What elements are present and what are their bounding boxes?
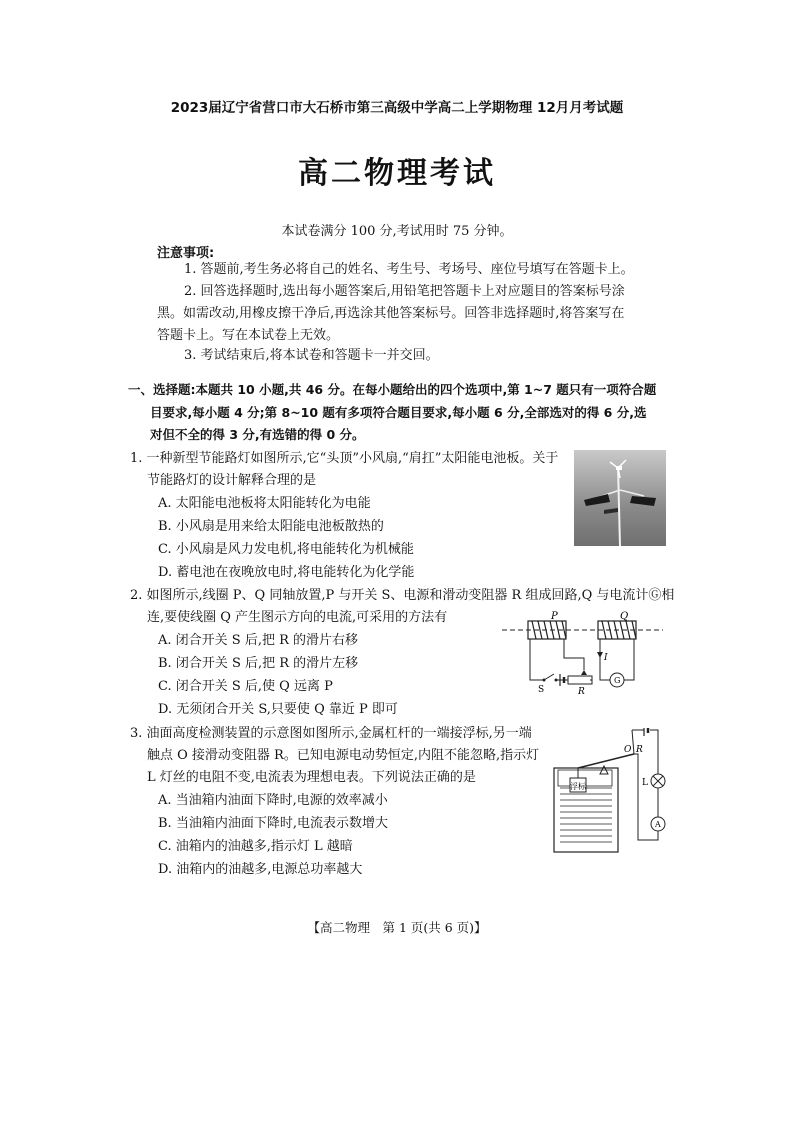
label-g: G <box>614 676 621 685</box>
lever <box>578 754 634 768</box>
notice-heading: 注意事项: <box>157 246 215 261</box>
question-2-option-d: D. 无须闭合开关 S,只要使 Q 靠近 P 即可 <box>158 702 398 717</box>
notice-line: 1. 答题前,考生务必将自己的姓名、考生号、考场号、座位号填写在答题卡上。 <box>184 262 634 277</box>
street-light-photo <box>574 450 666 546</box>
label-s: S <box>538 685 545 694</box>
question-3-option-c: C. 油箱内的油越多,指示灯 L 越暗 <box>158 839 353 854</box>
question-3-option-b: B. 当油箱内油面下降时,电流表示数增大 <box>158 816 388 831</box>
question-2-option-b: B. 闭合开关 S 后,把 R 的滑片左移 <box>158 656 359 671</box>
label-o: O <box>624 745 632 755</box>
rheostat-r <box>568 676 592 684</box>
rheostat-r <box>632 730 634 754</box>
question-1-option-b: B. 小风扇是用来给太阳能电池板散热的 <box>158 519 384 534</box>
page-title: 高二物理考试 <box>298 156 496 191</box>
question-1-option-c: C. 小风扇是风力发电机,将电能转化为机械能 <box>158 542 414 557</box>
label-r: R <box>578 687 585 694</box>
label-l: L <box>642 778 648 788</box>
exam-source-header: 2023届辽宁省营口市大石桥市第三高级中学高二上学期物理 12月月考试题 <box>170 100 624 116</box>
notice-line: 2. 回答选择题时,选出每小题答案后,用铅笔把答题卡上对应题目的答案标号涂 <box>184 284 625 299</box>
section-instructions: 对但不全的得 3 分,有选错的得 0 分。 <box>150 427 365 442</box>
coil-circuit-diagram <box>500 610 665 694</box>
label-q: Q <box>620 611 629 622</box>
question-2-stem: 2. 如图所示,线圈 P、Q 同轴放置,P 与开关 S、电源和滑动变阻器 R 组成回路,Q 与电流计Ⓖ相 <box>130 588 675 603</box>
notice-line: 答题卡上。写在本试卷上无效。 <box>157 328 340 343</box>
question-1-stem: 节能路灯的设计解释合理的是 <box>147 473 317 488</box>
question-1-option-d: D. 蓄电池在夜晚放电时,将电能转化为化学能 <box>158 565 415 580</box>
exam-info: 本试卷满分 100 分,考试用时 75 分钟。 <box>281 224 513 239</box>
label-r: R <box>636 745 643 755</box>
oil-surface-lines <box>560 788 612 842</box>
question-1-stem: 1. 一种新型节能路灯如图所示,它“头顶”小风扇,“肩扛”太阳能电池板。关于 <box>130 451 559 466</box>
oil-gauge-diagram <box>548 728 668 855</box>
question-3-option-a: A. 当油箱内油面下降时,电源的效率减小 <box>158 793 388 808</box>
label-p: P <box>551 611 558 622</box>
label-a: A <box>655 820 661 829</box>
question-2-option-a: A. 闭合开关 S 后,把 R 的滑片右移 <box>158 633 359 648</box>
current-arrow <box>597 652 603 658</box>
question-3-stem: L 灯丝的电阻不变,电流表为理想电表。下列说法正确的是 <box>147 770 476 785</box>
notice-line: 3. 考试结束后,将本试卷和答题卡一并交回。 <box>184 348 439 363</box>
question-2-option-c: C. 闭合开关 S 后,使 Q 远离 P <box>158 679 333 694</box>
notice-line: 黑。如需改动,用橡皮擦干净后,再选涂其他答案标号。回答非选择题时,将答案写在 <box>157 306 625 321</box>
question-1-option-a: A. 太阳能电池板将太阳能转化为电能 <box>158 496 371 511</box>
section-instructions: 一、选择题:本题共 10 小题,共 46 分。在每小题给出的四个选项中,第 1~7 题只有一项符合题 <box>128 382 657 397</box>
label-i: I <box>604 653 608 663</box>
switch-s <box>544 674 554 680</box>
page-footer: 【高二物理 第 1 页(共 6 页)】 <box>307 920 487 935</box>
label-float: 浮标 <box>570 782 586 791</box>
question-3-stem: 触点 O 接滑动变阻器 R。已知电源电动势恒定,内阻不能忽略,指示灯 <box>147 748 540 763</box>
question-2-stem: 连,要使线圈 Q 产生图示方向的电流,可采用的方法有 <box>147 610 448 625</box>
section-instructions: 目要求,每小题 4 分;第 8~10 题有多项符合题目要求,每小题 6 分,全部选对的得 6 分,选 <box>150 405 647 420</box>
question-3-option-d: D. 油箱内的油越多,电源总功率越大 <box>158 862 363 877</box>
rheostat-slider <box>581 670 587 675</box>
question-3-stem: 3. 油面高度检测装置的示意图如图所示,金属杠杆的一端接浮标,另一端 <box>130 726 532 741</box>
